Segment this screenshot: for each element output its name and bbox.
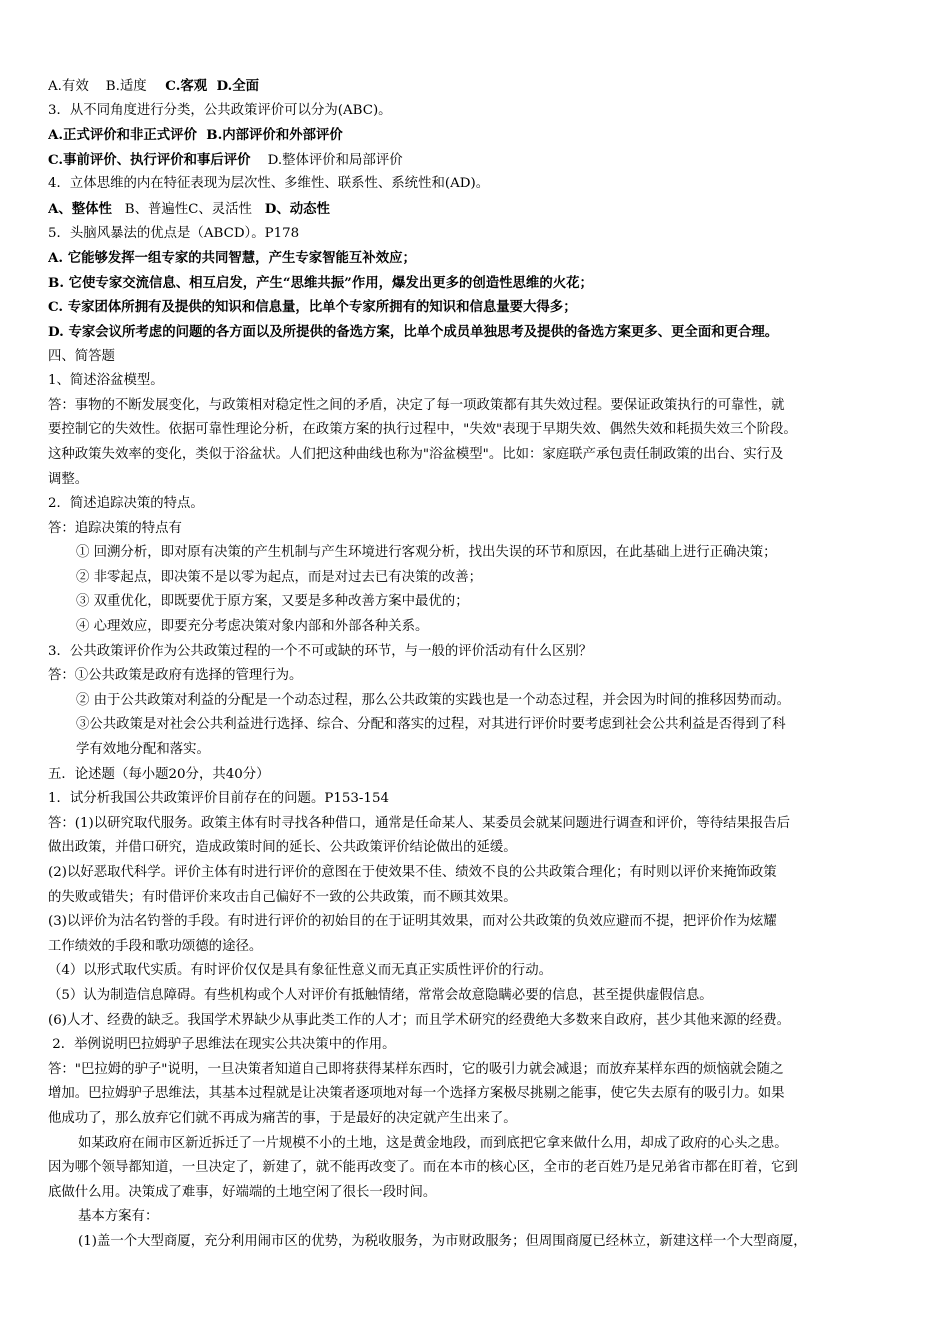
- text-line: [48, 1107, 908, 1132]
- text-segment: （4）以形式取代实质。有时评价仅仅是具有象征性意义而无真正实质性评价的行动。: [48, 963, 552, 979]
- text-line: [48, 1230, 908, 1255]
- text-line: [48, 1205, 908, 1230]
- text-line: [48, 566, 908, 591]
- text-segment: 答：追踪决策的特点有: [48, 520, 182, 536]
- text-segment: 五．论述题（每小题20分，共40分）: [48, 766, 270, 782]
- text-segment: 四、简答题: [48, 348, 115, 364]
- text-line: [48, 1181, 908, 1206]
- text-segment: ④ 心理效应，即要充分考虑决策对象内部和外部各种关系。: [76, 619, 429, 635]
- text-segment: 做出政策，并借口研究，造成政策时间的延长、公共政策评价结论做出的延缓。: [48, 840, 517, 856]
- text-segment: 如某政府在闹市区新近拆迁了一片规模不小的土地，这是黄金地段，而到底把它拿来做什么用，却成了政府的心头之患。: [78, 1135, 788, 1151]
- text-line: [48, 369, 908, 394]
- text-line: [48, 935, 908, 960]
- text-segment: 1．试分析我国公共政策评价目前存在的问题。P153-154: [48, 791, 389, 807]
- text-line: [48, 787, 908, 812]
- text-segment: 底做什么用。决策成了难事，好端端的土地空闲了很长一段时间。: [48, 1184, 437, 1200]
- text-line: [48, 886, 908, 911]
- text-segment: ② 非零起点，即决策不是以零为起点，而是对过去已有决策的改善；: [76, 569, 482, 585]
- text-segment: A.有效: [48, 79, 89, 94]
- text-segment: (6)人才、经费的缺乏。我国学术界缺少从事此类工作的人才；而且学术研究的经费绝大多数来自政府，甚少其他来源的经费。: [48, 1012, 791, 1028]
- text-segment: D.全面: [207, 78, 260, 94]
- text-segment: 2．简述追踪决策的特点。: [48, 496, 204, 512]
- text-segment: 因为哪个领导都知道，一旦决定了，新建了，就不能再改变了。而在本市的核心区，全市的老百姓乃是兄弟省市都在盯着，它到: [48, 1160, 798, 1176]
- text-line: [48, 1082, 908, 1107]
- text-line: [48, 172, 908, 197]
- text-line: [48, 615, 908, 640]
- text-segment: C.事前评价、执行评价和事后评价: [48, 151, 251, 168]
- text-line: [48, 1009, 908, 1034]
- text-line: [48, 246, 908, 271]
- text-line: [48, 271, 908, 296]
- text-segment: 3．从不同角度进行分类，公共政策评价可以分为(ABC)。: [48, 102, 392, 118]
- text-line: [48, 394, 908, 419]
- text-segment: ③公共政策是对社会公共利益进行选择、综合、分配和落实的过程，对其进行评价时要考虑到社会公共利益是否得到了科: [76, 717, 786, 733]
- text-segment: 1、简述浴盆模型。: [48, 373, 164, 389]
- text-line: [48, 148, 908, 173]
- text-line: [48, 910, 908, 935]
- text-segment: D.整体评价和局部评价: [250, 152, 403, 168]
- text-line: [48, 763, 908, 788]
- text-line: [48, 812, 908, 837]
- text-segment: D、动态性: [264, 200, 330, 217]
- text-line: [48, 713, 908, 738]
- text-segment: 这种政策失效率的变化，类似于浴盆状。人们把这种曲线也称为"浴盆模型"。比如：家庭联产承包责任制政策的出台、实行及: [48, 446, 784, 462]
- text-segment: B、普遍性C、灵活性: [111, 201, 265, 217]
- text-line: [48, 1058, 908, 1083]
- text-line: [48, 738, 908, 763]
- text-line: [48, 517, 908, 542]
- text-segment: 调整。: [48, 471, 89, 487]
- text-line: [48, 664, 908, 689]
- text-line: [48, 443, 908, 468]
- text-segment: (3)以评价为沽名钓誉的手段。有时进行评价的初始目的在于证明其效果，而对公共政策的负效应避而不提，把评价作为炫耀: [48, 914, 777, 930]
- text-line: [48, 861, 908, 886]
- text-segment: 他成功了，那么放弃它们就不再成为痛苦的事，于是最好的决定就产生出来了。: [48, 1110, 517, 1126]
- text-line: [48, 984, 908, 1009]
- text-segment: B. 它使专家交流信息、相互启发，产生“思维共振”作用，爆发出更多的创造性思维的火花；: [48, 274, 593, 291]
- text-segment: 答：事物的不断发展变化，与政策相对稳定性之间的矛盾，决定了每一项政策都有其失效过程。要保证政策执行的可靠性，就: [48, 397, 785, 413]
- text-line: [48, 959, 908, 984]
- text-segment: (2)以好恶取代科学。评价主体有时进行评价的意图在于使效果不佳、绩效不良的公共政策合理化；有时则以评价来掩饰政策: [48, 865, 777, 880]
- text-segment: 要控制它的失效性。依据可靠性理论分析，在政策方案的执行过程中，"失效"表现于早期失效、偶然失效和耗损失效三个阶段。: [48, 422, 797, 438]
- text-line: [48, 492, 908, 517]
- text-segment: 工作绩效的手段和歌功颂德的途径。: [48, 938, 263, 954]
- text-segment: A.正式评价和非正式评价 B.内部评价和外部评价: [48, 127, 343, 144]
- text-segment: C. 专家团体所拥有及提供的知识和信息量，比单个专家所拥有的知识和信息量要大得多；: [48, 299, 577, 316]
- text-line: [48, 1033, 908, 1058]
- document-page: [48, 74, 908, 1255]
- text-line: [48, 320, 908, 345]
- text-segment: A. 它能够发挥一组专家的共同智慧，产生专家智能互补效应；: [48, 250, 416, 267]
- text-line: [48, 689, 908, 714]
- text-line: [48, 99, 908, 124]
- text-line: [48, 590, 908, 615]
- text-segment: 答："巴拉姆的驴子"说明，一旦决策者知道自己即将获得某样东西时，它的吸引力就会减退；而放弃某样东西的烦恼就会随之: [48, 1061, 784, 1077]
- text-line: [48, 836, 908, 861]
- text-line: [48, 1156, 908, 1181]
- text-segment: 3．公共政策评价作为公共政策过程的一个不可或缺的环节，与一般的评价活动有什么区别？: [48, 643, 593, 659]
- text-segment: 学有效地分配和落实。: [76, 742, 210, 758]
- text-segment: 的失败或错失；有时借评价来攻击自己偏好不一致的公共政策，而不顾其效果。: [48, 889, 517, 905]
- text-segment: 答：(1)以研究取代服务。政策主体有时寻找各种借口，通常是任命某人、某委员会就某问题进行调查和评价，等待结果报告后: [48, 815, 791, 831]
- text-line: [48, 222, 908, 247]
- text-segment: ① 回溯分析，即对原有决策的产生机制与产生环境进行客观分析，找出失误的环节和原因，在此基础上进行正确决策；: [76, 545, 777, 561]
- text-line: [48, 197, 908, 222]
- text-segment: 增加。巴拉姆驴子思维法，其基本过程就是让决策者逐项地对每一个选择方案极尽挑剔之能事，使它失去原有的吸引力。如果: [48, 1086, 785, 1102]
- text-segment: （5）认为制造信息障碍。有些机构或个人对评价有抵触情绪，常常会故意隐瞒必要的信息，甚至提供虚假信息。: [48, 987, 713, 1003]
- text-segment: 5．头脑风暴法的优点是（ABCD）。P178: [48, 225, 300, 241]
- text-segment: C.客观: [146, 78, 208, 94]
- text-segment: D. 专家会议所考虑的问题的各方面以及所提供的备选方案，比单个成员单独思考及提供的备选方案更多、更全面和更合理。: [48, 323, 779, 340]
- text-line: [48, 541, 908, 566]
- text-line: [48, 345, 908, 370]
- text-line: [48, 418, 908, 443]
- text-segment: 答：①公共政策是政府有选择的管理行为。: [48, 668, 303, 684]
- text-line: [48, 123, 908, 148]
- text-segment: 2．举例说明巴拉姆驴子思维法在现实公共决策中的作用。: [48, 1037, 396, 1053]
- text-segment: A、整体性: [48, 200, 112, 217]
- text-line: [48, 1132, 908, 1157]
- text-segment: ② 由于公共政策对利益的分配是一个动态过程，那么公共政策的实践也是一个动态过程，并会因为时间的推移因势而动。: [76, 692, 790, 708]
- text-line: [48, 640, 908, 665]
- text-segment: 4．立体思维的内在特征表现为层次性、多维性、联系性、系统性和(AD)。: [48, 176, 490, 192]
- text-line: [48, 468, 908, 493]
- text-segment: 基本方案有：: [78, 1209, 159, 1225]
- text-segment: ③ 双重优化，即既要优于原方案，又要是多种改善方案中最优的；: [76, 594, 469, 610]
- text-segment: B.适度: [88, 79, 147, 94]
- text-line: [48, 74, 908, 99]
- text-line: [48, 295, 908, 320]
- text-segment: (1)盖一个大型商厦，充分利用闹市区的优势，为税收服务，为市财政服务；但周围商厦已经林立，新建这样一个大型商厦，: [78, 1233, 807, 1249]
